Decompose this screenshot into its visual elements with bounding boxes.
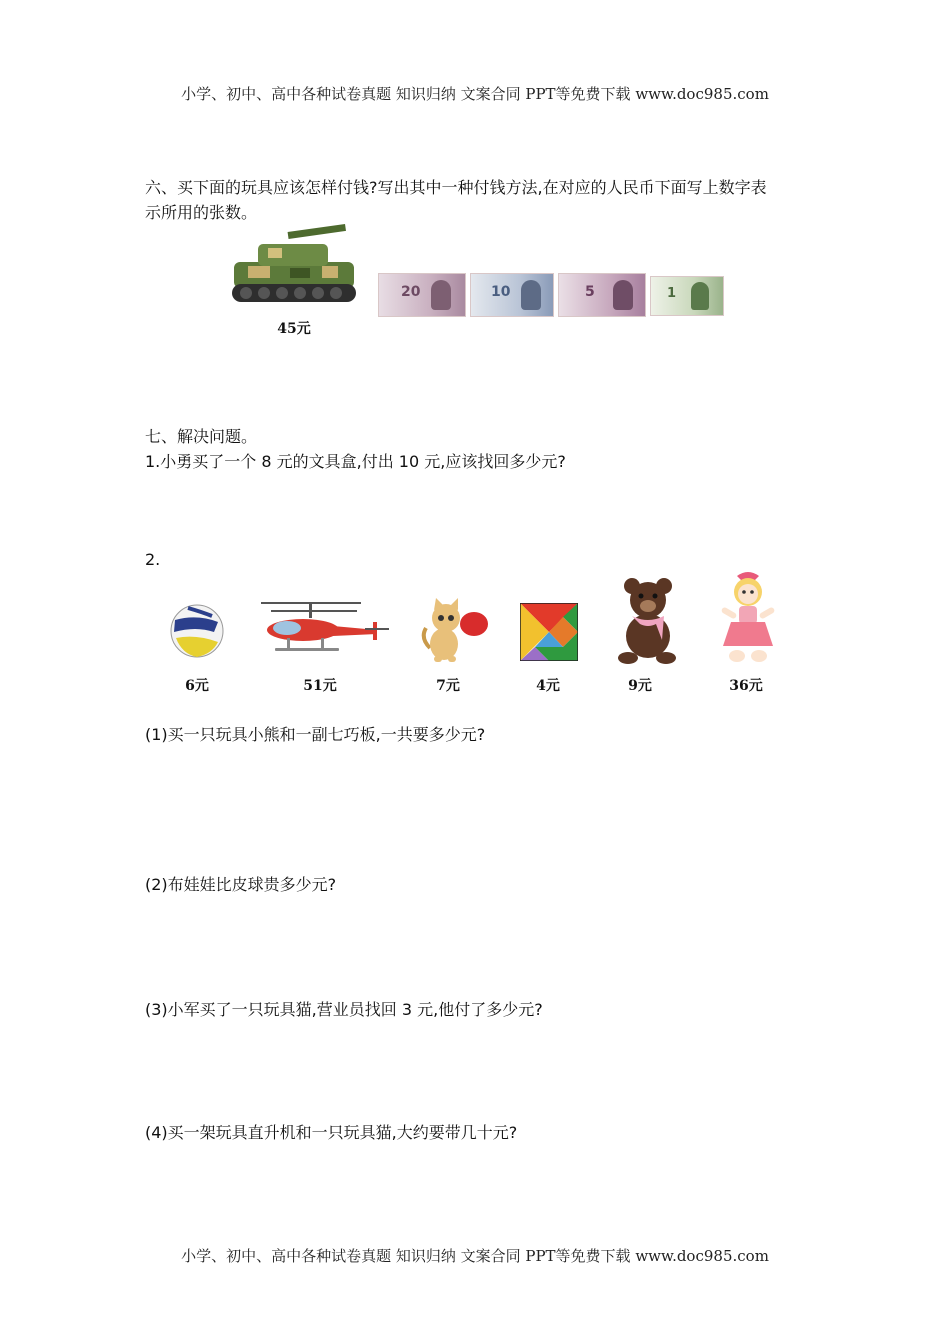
- section-7-title: 七、解决问题。: [145, 427, 258, 446]
- banknote-10: 10: [470, 273, 554, 317]
- section-6-title-line-2: 示所用的张数。: [145, 203, 258, 222]
- cat-icon: [418, 598, 493, 664]
- toy-tank-icon: [228, 222, 360, 314]
- cat-price: 7元: [436, 678, 460, 694]
- question-2-label: 2.: [145, 550, 161, 569]
- section-6-title-line-1: 六、买下面的玩具应该怎样付钱?写出其中一种付钱方法,在对应的人民币下面写上数字表: [145, 178, 767, 197]
- teddy-bear-price: 9元: [628, 678, 652, 694]
- volleyball-icon: [168, 602, 226, 660]
- page-header: 小学、初中、高中各种试卷真题 知识归纳 文案合同 PPT等免费下载 www.doc985.com: [181, 85, 769, 103]
- sub-question-1: (1)买一只玩具小熊和一副七巧板,一共要多少元?: [145, 725, 486, 744]
- sub-question-4: (4)买一架玩具直升机和一只玩具猫,大约要带几十元?: [145, 1123, 518, 1142]
- question-1: 1.小勇买了一个 8 元的文具盒,付出 10 元,应该找回多少元?: [145, 452, 566, 471]
- tank-price: 45元: [277, 321, 311, 337]
- doll-icon: [715, 570, 781, 666]
- banknote-20: 20: [378, 273, 466, 317]
- helicopter-price: 51元: [303, 678, 337, 694]
- page-footer: 小学、初中、高中各种试卷真题 知识归纳 文案合同 PPT等免费下载 www.doc985.com: [181, 1247, 769, 1265]
- banknote-5: 5: [558, 273, 646, 317]
- tangram-price: 4元: [536, 678, 560, 694]
- teddy-bear-icon: [612, 578, 684, 666]
- volleyball-price: 6元: [185, 678, 209, 694]
- banknote-1: 1: [650, 276, 724, 316]
- doll-price: 36元: [729, 678, 763, 694]
- helicopter-icon: [255, 600, 395, 660]
- tangram-icon: [520, 603, 578, 661]
- sub-question-3: (3)小军买了一只玩具猫,营业员找回 3 元,他付了多少元?: [145, 1000, 543, 1019]
- sub-question-2: (2)布娃娃比皮球贵多少元?: [145, 875, 337, 894]
